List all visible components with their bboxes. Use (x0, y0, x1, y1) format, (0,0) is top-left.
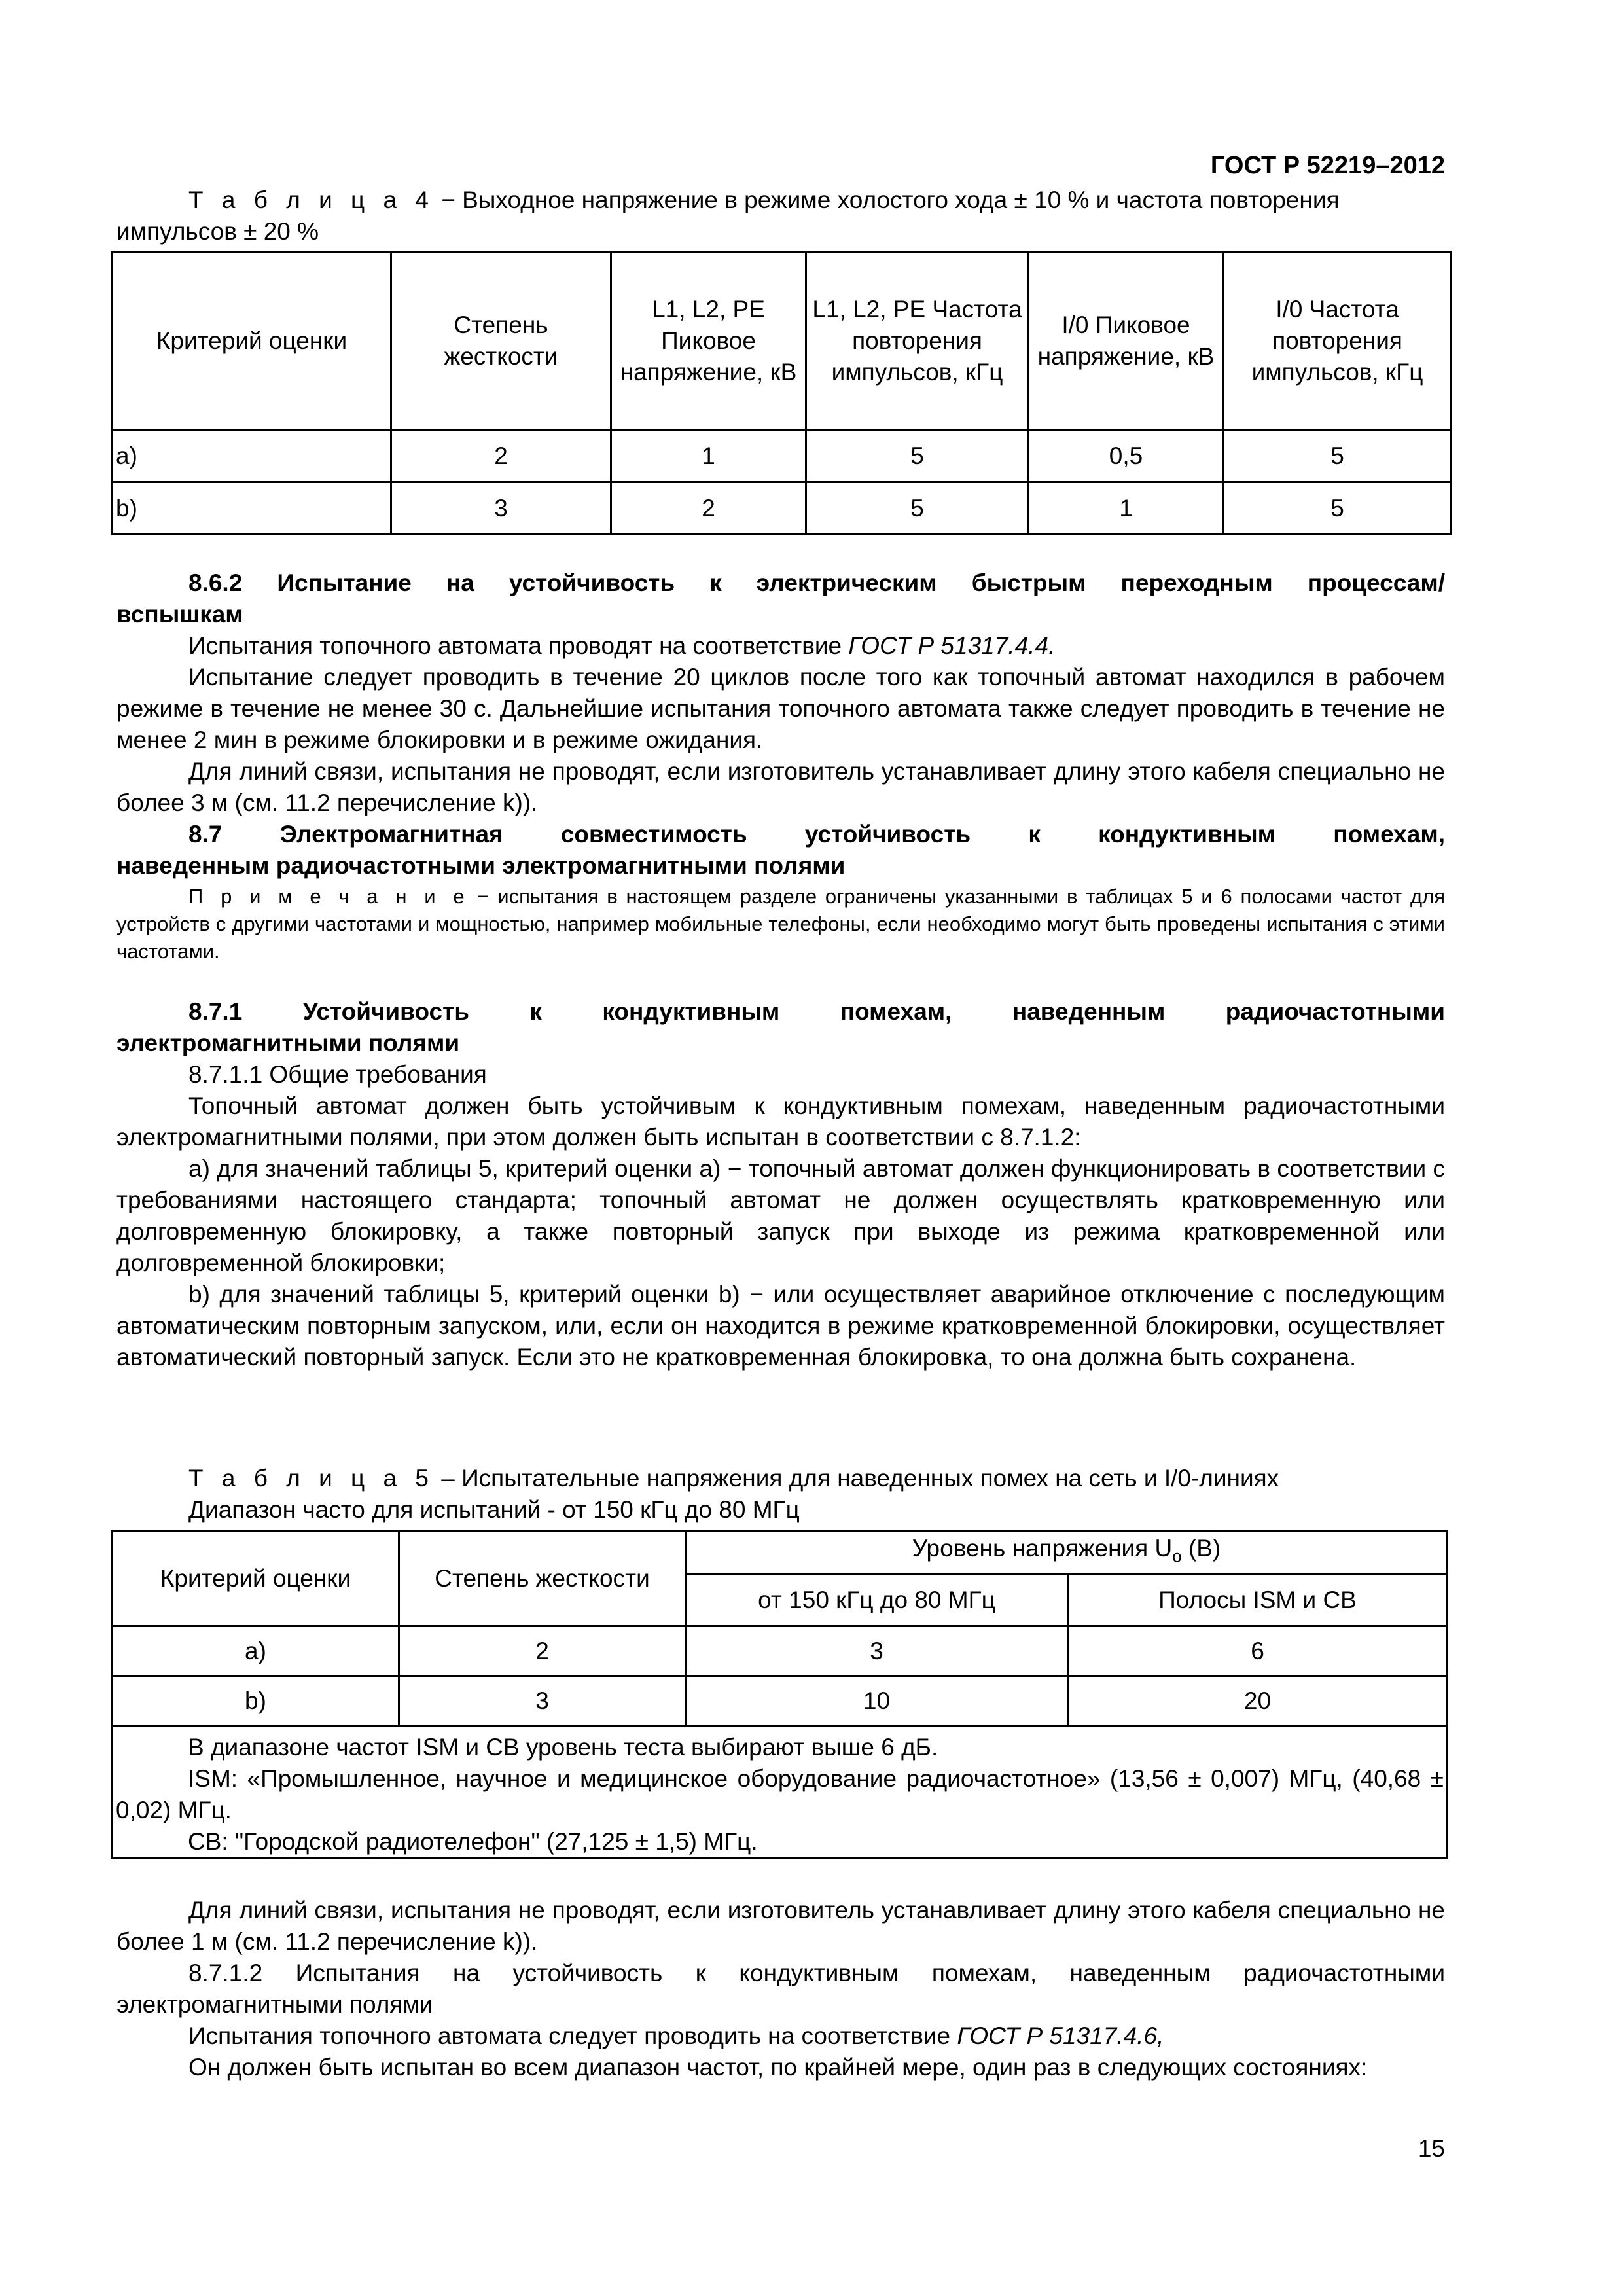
section-after-table5 (116, 1895, 1445, 2083)
table4-caption-text2: импульсов ± 20 % (116, 218, 319, 245)
table-cell: 1 (611, 430, 806, 482)
paragraph: Он должен быть испытан во всем диапазон частот, по крайней мере, один раз в следующих состояниях: (188, 2054, 1368, 2081)
section-heading: 8.6.2 Испытание на устойчивость к электрическим быстрым переходным процессам/ (188, 569, 1445, 596)
table-cell: 0,5 (1029, 430, 1224, 482)
document-header: ГОСТ Р 52219–2012 (1210, 152, 1445, 179)
table5-caption-line2: Диапазон часто для испытаний - от 150 кГц до 80 МГц (188, 1496, 800, 1523)
table-cell: b) (113, 1676, 399, 1726)
table5-caption-text: – Испытательные напряжения для наведенных помех на сеть и I/0-линиях (434, 1465, 1279, 1492)
table-cell: 5 (806, 482, 1029, 535)
table4-header-cell: Критерий оценки (113, 252, 391, 430)
table4 (111, 251, 1452, 535)
table5-header-cell: Полосы ISM и СВ (1068, 1574, 1448, 1626)
table4-caption (116, 185, 1445, 247)
section-8-7-1 (116, 996, 1445, 1373)
table-cell: 10 (686, 1676, 1068, 1726)
table-cell: 3 (686, 1626, 1068, 1676)
table4-caption-text: − Выходное напряжение в режиме холостого хода ± 10 % и частота повторения (434, 187, 1340, 213)
table4-header-row (113, 252, 1452, 430)
table5-footnote: СВ: "Городской радиотелефон" (27,125 ± 1,5) МГц. (188, 1828, 758, 1855)
section-heading: 8.7.1 Устойчивость к кондуктивным помехам, наведенным радиочастотными (188, 998, 1445, 1025)
table-cell: 3 (391, 482, 611, 535)
table-cell: b) (113, 482, 391, 535)
paragraph: Испытание следует проводить в течение 20 циклов после того как топочный автомат находился в рабочем режиме в течение не менее 30 с. Дальнейшие испытания топочного автомата также следует проводить в течение не менее 2 мин в режиме блокировки и в режиме ожидания. (116, 664, 1445, 753)
section-heading: вспышкам (116, 601, 243, 628)
paragraph: Испытания топочного автомата следует проводить на соответствие ГОСТ Р 51317.4.6, (188, 2022, 1164, 2049)
table4-header-cell: I/0 Пиковое напряжение, кВ (1029, 252, 1224, 430)
table4-header-cell: L1, L2, PE Частота повторения импульсов, кГц (806, 252, 1029, 430)
standard-reference: ГОСТ Р 51317.4.4. (848, 632, 1056, 659)
table4-header-cell: Степень жесткости (391, 252, 611, 430)
table-cell: 3 (399, 1676, 686, 1726)
table5-header-cell: от 150 кГц до 80 МГц (686, 1574, 1068, 1626)
note (116, 883, 1445, 965)
table-cell: 2 (391, 430, 611, 482)
table-row (113, 1626, 1448, 1676)
table-cell: 2 (399, 1626, 686, 1676)
table-cell: a) (113, 430, 391, 482)
table-cell: 6 (1068, 1626, 1448, 1676)
table-cell: 5 (1224, 482, 1452, 535)
note-label: П р и м е ч а н и е (188, 885, 469, 908)
table-row (113, 482, 1452, 535)
section-heading: наведенным радиочастотными электромагнитными полями (116, 852, 846, 879)
table5-footnote-cell (113, 1726, 1448, 1859)
table5-header-row (113, 1531, 1448, 1574)
table5-footnote: В диапазоне частот ISM и СВ уровень теста выбирают выше 6 дБ. (188, 1734, 938, 1761)
note-text: − испытания в настоящем разделе ограничены указанными в таблицах 5 и 6 полосами частот для устройств с другими частотами и мощностью, например мобильные телефоны, если необходимо могут быть проведены испытания с этими частотами. (116, 885, 1445, 963)
list-item: а) для значений таблицы 5, критерий оценки a) − топочный автомат должен функционировать в соответствии с требованиями настоящего стандарта; топочный автомат не должен осуществлять кратковременную или долговременную блокировку, а также повторный запуск при выходе из режима кратковременной или долговременной блокировки; (116, 1155, 1445, 1276)
section-8-6-2 (116, 567, 1445, 819)
standard-reference: ГОСТ Р 51317.4.6, (957, 2022, 1164, 2049)
table-cell: 2 (611, 482, 806, 535)
table-cell: 5 (806, 430, 1029, 482)
paragraph: Испытания топочного автомата проводят на соответствие ГОСТ Р 51317.4.4. (188, 632, 1056, 659)
table-cell: 5 (1224, 430, 1452, 482)
table5-footnote-row (113, 1726, 1448, 1859)
page-number: 15 (1418, 2135, 1445, 2162)
subsection-heading: 8.7.1.2 Испытания на устойчивость к кондуктивным помехам, наведенным радиочастотными электромагнитными полями (116, 1960, 1445, 2018)
paragraph: Для линий связи, испытания не проводят, если изготовитель устанавливает длину этого кабеля специально не более 1 м (см. 11.2 перечисление k)). (116, 1897, 1445, 1955)
table5-header-cell: Уровень напряжения $U_o$ (В) (686, 1531, 1448, 1574)
section-heading: электромагнитными полями (116, 1030, 460, 1056)
list-item: b) для значений таблицы 5, критерий оценки b) − или осуществляет аварийное отключение с последующим автоматическим повторным запуском, или, если он находится в режиме кратковременной блокировки, осуществляет автоматический повторный запуск. Если это не кратковременная блокировка, то она должна быть сохранена. (116, 1281, 1445, 1371)
table4-header-cell: I/0 Частота повторения импульсов, кГц (1224, 252, 1452, 430)
table-row (113, 1676, 1448, 1726)
table5-footnote: ISM: «Промышленное, научное и медицинское оборудование радиочастотное» (13,56 ± 0,007) МГц, (40,68 ± 0,02) МГц. (116, 1765, 1444, 1823)
table4-header-cell: L1, L2, PE Пиковое напряжение, кВ (611, 252, 806, 430)
table-cell: 20 (1068, 1676, 1448, 1726)
table-row (113, 430, 1452, 482)
table5 (111, 1530, 1448, 1859)
subsection-heading: 8.7.1.1 Общие требования (188, 1061, 487, 1088)
paragraph: Для линий связи, испытания не проводят, если изготовитель устанавливает длину этого кабеля специально не более 3 м (см. 11.2 перечисление k)). (116, 758, 1445, 816)
section-8-7 (116, 819, 1445, 965)
table-cell: а) (113, 1626, 399, 1676)
table5-caption (116, 1463, 1445, 1526)
paragraph: Топочный автомат должен быть устойчивым к кондуктивным помехам, наведенным радиочастотными электромагнитными полями, при этом должен быть испытан в соответствии с 8.7.1.2: (116, 1092, 1445, 1151)
table5-caption-label: Т а б л и ц а 5 (188, 1465, 435, 1492)
table4-caption-label: Т а б л и ц а 4 (188, 187, 435, 213)
table5-header-cell: Степень жесткости (399, 1531, 686, 1626)
table-cell: 1 (1029, 482, 1224, 535)
table5-header-cell: Критерий оценки (113, 1531, 399, 1626)
section-heading: 8.7 Электромагнитная совместимость устойчивость к кондуктивным помехам, (188, 821, 1445, 848)
